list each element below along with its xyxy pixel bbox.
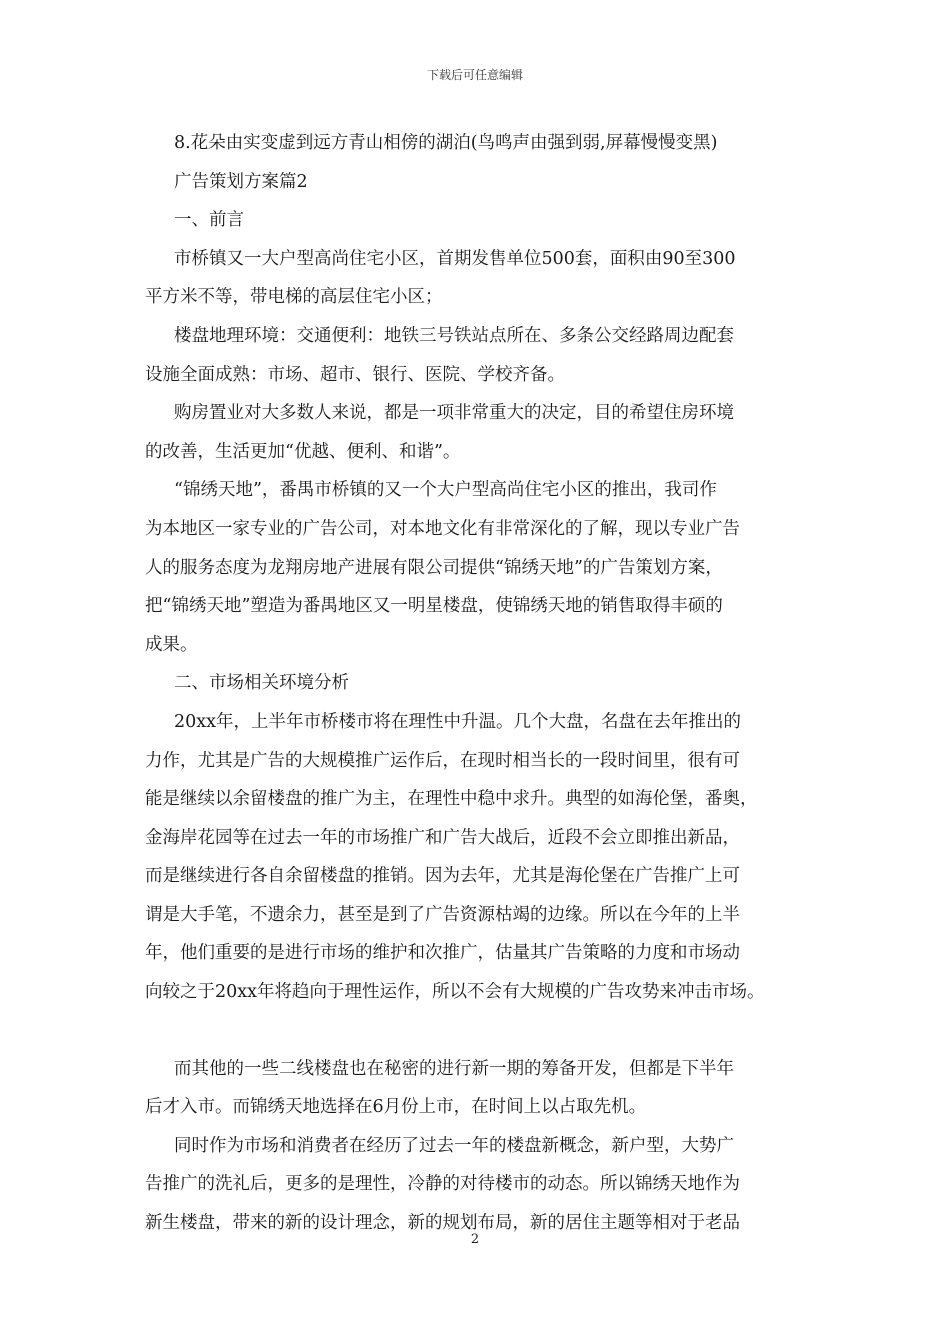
text-line: 市桥镇又一大户型高尚住宅小区，首期发售单位500套，面积由90至300: [174, 248, 736, 269]
paragraph-gap: [145, 1012, 813, 1050]
text-line: “锦绣天地”，番禺市桥镇的又一个大户型高尚住宅小区的推出，我司作: [174, 480, 717, 501]
text-line: 新生楼盘，带来的新的设计理念，新的规划布局，新的居住主题等相对于老品: [145, 1213, 740, 1234]
text-line: 而是继续进行各自余留楼盘的推销。因为去年，尤其是海伦堡在广告推广上可: [145, 866, 740, 887]
text-line: 成果。: [145, 634, 198, 655]
text-line: 能是继续以余留楼盘的推广为主，在理性中稳中求升。典型的如海伦堡，番奥，: [145, 789, 758, 810]
text-line: 平方米不等，带电梯的高层住宅小区；: [145, 287, 443, 308]
text-line: 8.花朵由实变虚到远方青山相傍的湖泊(鸟鸣声由强到弱,屏幕慢慢变黑): [174, 133, 718, 153]
text-line: 力作，尤其是广告的大规模推广运作后，在现时相当长的一段时间里，很有可: [145, 750, 740, 771]
section-heading: 一、前言: [174, 210, 244, 231]
text-line: 把“锦绣天地”塑造为番禺地区又一明星楼盘，使锦绣天地的销售取得丰硕的: [145, 596, 723, 617]
section-title: 广告策划方案篇2: [174, 171, 308, 192]
text-line: 为本地区一家专业的广告公司，对本地文化有非常深化的了解，现以专业广告: [145, 518, 740, 539]
text-line: 谓是大手笔，不遗余力，甚至是到了广告资源枯竭的边缘。所以在今年的上半: [145, 904, 740, 925]
text-line: 后才入市。而锦绣天地选择在6月份上市，在时间上以占取先机。: [145, 1097, 647, 1118]
text-line: 的改善，生活更加“优越、便利、和谐”。: [145, 441, 461, 462]
text-line: 同时作为市场和消费者在经历了过去一年的楼盘新概念，新户型，大势广: [174, 1135, 734, 1156]
page-number: 2: [470, 1232, 480, 1247]
text-line: 而其他的一些二线楼盘也在秘密的进行新一期的筹备开发，但都是下半年: [174, 1058, 734, 1079]
text-line: 20xx年，上半年市桥楼市将在理性中升温。几个大盘，名盘在去年推出的: [174, 711, 742, 732]
text-line: 楼盘地理环境：交通便利：地铁三号铁站点所在、多条公交经路周边配套: [174, 325, 734, 346]
page-header: 下载后可任意编辑: [426, 68, 523, 82]
text-line: 向较之于20xx年将趋向于理性运作，所以不会有大规模的广告攻势来冲击市场。: [145, 982, 765, 1003]
text-line: 金海岸花园等在过去一年的市场推广和广告大战后，近段不会立即推出新品，: [145, 827, 740, 848]
text-line: 告推广的洗礼后，更多的是理性，冷静的对待楼市的动态。所以锦绣天地作为: [145, 1174, 740, 1195]
document-body: [145, 124, 813, 1243]
text-line: 购房置业对大多数人来说，都是一项非常重大的决定，目的希望住房环境: [174, 403, 734, 424]
text-line: 年，他们重要的是进行市场的维护和次推广，估量其广告策略的力度和市场动: [145, 943, 740, 964]
section-heading: 二、市场相关环境分析: [174, 673, 349, 694]
text-line: 人的服务态度为龙翔房地产进展有限公司提供“锦绣天地”的广告策划方案，: [145, 557, 723, 578]
text-line: 设施全面成熟：市场、超市、银行、医院、学校齐备。: [145, 364, 565, 385]
